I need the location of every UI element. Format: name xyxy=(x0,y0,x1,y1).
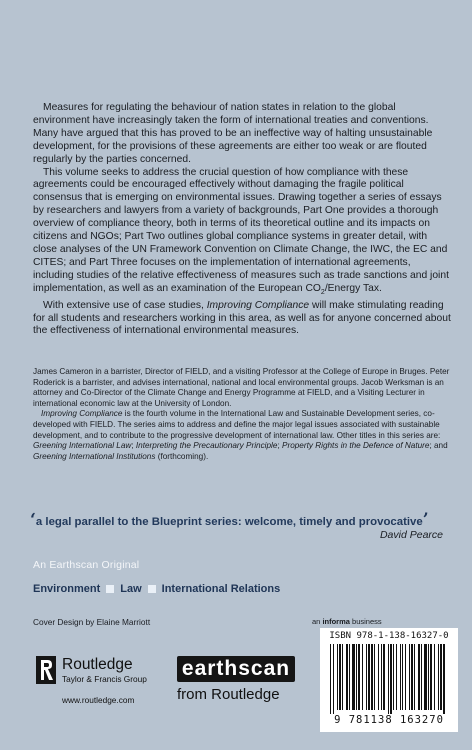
blurb-paragraph-1: Measures for regulating the behaviour of nation states in relation to the global environment have increasingly taken the form of international treaties and conventions. Many have argued that this has proved to be an ineffective way of halting unsustainable development, for the provisions of these agreements are either too weak or are flouted regularly by the parties concerned. xyxy=(33,102,433,165)
barcode-digits: 9 781138 163270 xyxy=(334,714,444,726)
quote-author: David Pearce xyxy=(379,529,443,541)
routledge-logo-icon xyxy=(36,656,56,684)
series-label: An Earthscan Original xyxy=(33,559,140,571)
review-quote xyxy=(30,510,450,530)
subject-list xyxy=(33,583,280,595)
quote-text: a legal parallel to the Blueprint series: welcome, timely and provocative xyxy=(35,516,423,528)
series-title-2: Interpreting the Precautionary Principle xyxy=(135,441,278,451)
blurb-p2-text: This volume seeks to address the crucial question of how compliance with these agreements could be encouraged effectively without damaging the fragile political consensus that is emerging on environmental issues. Drawing together a series of essays by researchers and lawyers from a variety of backgrounds, Part One provides a thorough overview of compliance theory, both in terms of its theoretical outline and its impacts on citizens and NGOs; Part Two outlines global compliance systems in greater detail, with close analyses of the UN Framework Convention on Climate Change, the IWC, the EC and CITES; and Part Three focuses on the implementation of international agreements, including studies of the relative effectiveness of measures such as trade sanctions and joint implementation, as well as an examination of the European CO xyxy=(33,166,449,294)
blurb-paragraph-3 xyxy=(33,300,451,339)
barcode xyxy=(320,628,458,732)
informa-prefix: an xyxy=(312,617,323,626)
routledge-url[interactable]: www.routledge.com xyxy=(62,695,135,705)
bio-end: (forthcoming). xyxy=(155,451,209,461)
blurb-p3-title: Improving Compliance xyxy=(206,299,310,311)
open-quote-mark: ‘ xyxy=(30,510,36,530)
subject-environment: Environment xyxy=(33,583,101,595)
earthscan-logo: earthscan xyxy=(177,656,295,682)
earthscan-from: from Routledge xyxy=(177,686,280,703)
bio-paragraph-1: James Cameron in a barrister, Director of FIELD, and a visiting Professor at the College of Europe in Bruges. Peter Roderick is a barrister, and advises international, national and local environmental groups. Jacob Werksman is an attorney and Co-Director of the Climate Change and Energy Programme at FIELD, and a Visiting Lecturer in international economic law at the University of London. xyxy=(33,367,450,408)
bio-paragraph-2 xyxy=(33,409,451,462)
informa-business xyxy=(312,617,382,626)
routledge-group: Taylor & Francis Group xyxy=(62,674,147,684)
barcode-bars-icon xyxy=(328,644,450,714)
author-bios xyxy=(33,367,451,462)
informa-brand: informa xyxy=(322,617,350,626)
informa-suffix: business xyxy=(349,617,382,626)
blurb-p3-end: will make stimulating reading for all students and researchers working in this area, as well as for anyone concerned about the effectiveness of international environmental measures. xyxy=(33,299,451,337)
blurb-p2-subscript: 2 xyxy=(320,288,325,296)
isbn-text: ISBN 978-1-138-16327-0 xyxy=(329,631,449,641)
series-title-1: Greening International Law xyxy=(33,441,132,451)
blurb-p3-start: With extensive use of case studies, xyxy=(43,299,207,311)
close-quote-mark: ’ xyxy=(422,510,429,530)
subject-law: Law xyxy=(120,583,142,595)
sep-3: ; and xyxy=(429,441,448,451)
blurb-paragraph-2 xyxy=(33,167,451,300)
sep-2: ; xyxy=(277,441,282,451)
series-title-4: Greening International Institutions xyxy=(33,451,156,461)
cover-design-credit: Cover Design by Elaine Marriott xyxy=(33,617,151,627)
square-bullet-icon xyxy=(106,585,114,593)
sep-1: ; xyxy=(131,441,136,451)
subject-international-relations: International Relations xyxy=(161,583,281,595)
bio-book-title: Improving Compliance xyxy=(41,409,123,419)
bio-series-text: is the fourth volume in the International Law and Sustainable Development series, co-developed with FIELD. The series aims to address and define the major legal issues associated with sustainable development, and to contribute to the progressive development of international law. Other titles in this series are: xyxy=(33,409,441,440)
blurb-p2-end: /Energy Tax. xyxy=(324,282,382,294)
square-bullet-icon xyxy=(148,585,156,593)
series-title-3: Property Rights in the Defence of Nature xyxy=(282,441,430,451)
routledge-name: Routledge xyxy=(62,656,133,673)
blurb xyxy=(33,102,451,338)
